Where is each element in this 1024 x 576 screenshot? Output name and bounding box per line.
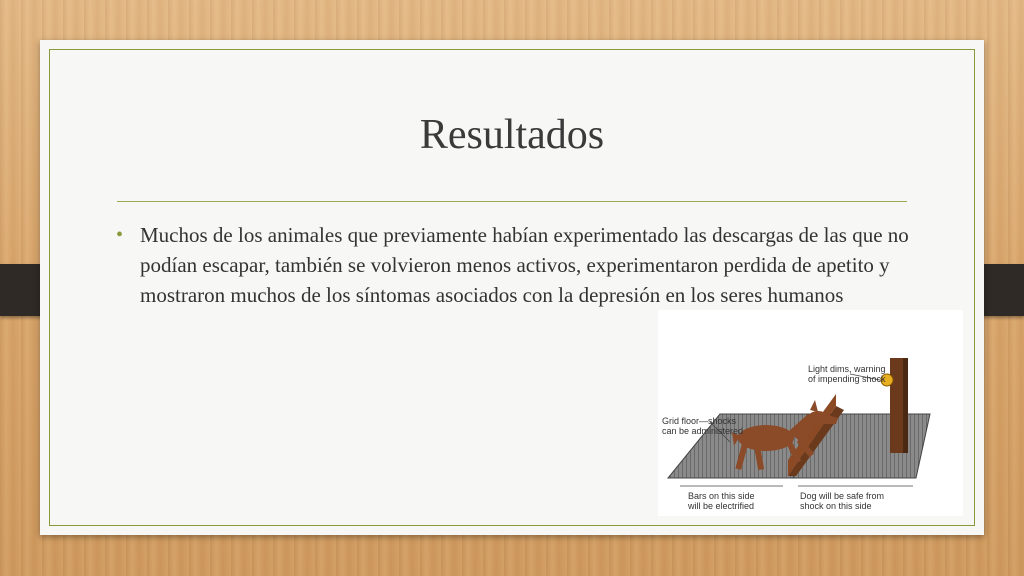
light-label-1: Light dims, warning	[808, 364, 886, 374]
bars-label-2: will be electrified	[688, 501, 755, 511]
light-post-side	[903, 358, 908, 453]
grid-label-2: can be administered	[662, 426, 744, 436]
safe-label-2: shock on this side	[800, 501, 872, 511]
slide-card	[40, 40, 984, 535]
shuttle-box-figure	[658, 310, 963, 516]
light-post	[890, 358, 905, 453]
bullet-icon: •	[116, 224, 124, 246]
grid-label-1: Grid floor—shocks	[662, 416, 737, 426]
bullet-item	[112, 220, 922, 310]
slide-title: Resultados	[419, 112, 605, 158]
light-label-2: of impending shock	[808, 374, 886, 384]
bars-label-1: Bars on this side	[688, 491, 755, 501]
bullet-text: Muchos de los animales que previamente habían experimentado las descargas de las que no podían escapar, también se volvieron menos activos, experimentaron perdida de apetito y mostraron muchos de los síntomas asociados con la depresión en los seres humanos	[140, 223, 909, 307]
title-divider	[117, 201, 907, 202]
safe-label-1: Dog will be safe from	[800, 491, 885, 501]
bullet-list	[112, 220, 922, 310]
shuttle-box-illustration	[658, 310, 963, 516]
